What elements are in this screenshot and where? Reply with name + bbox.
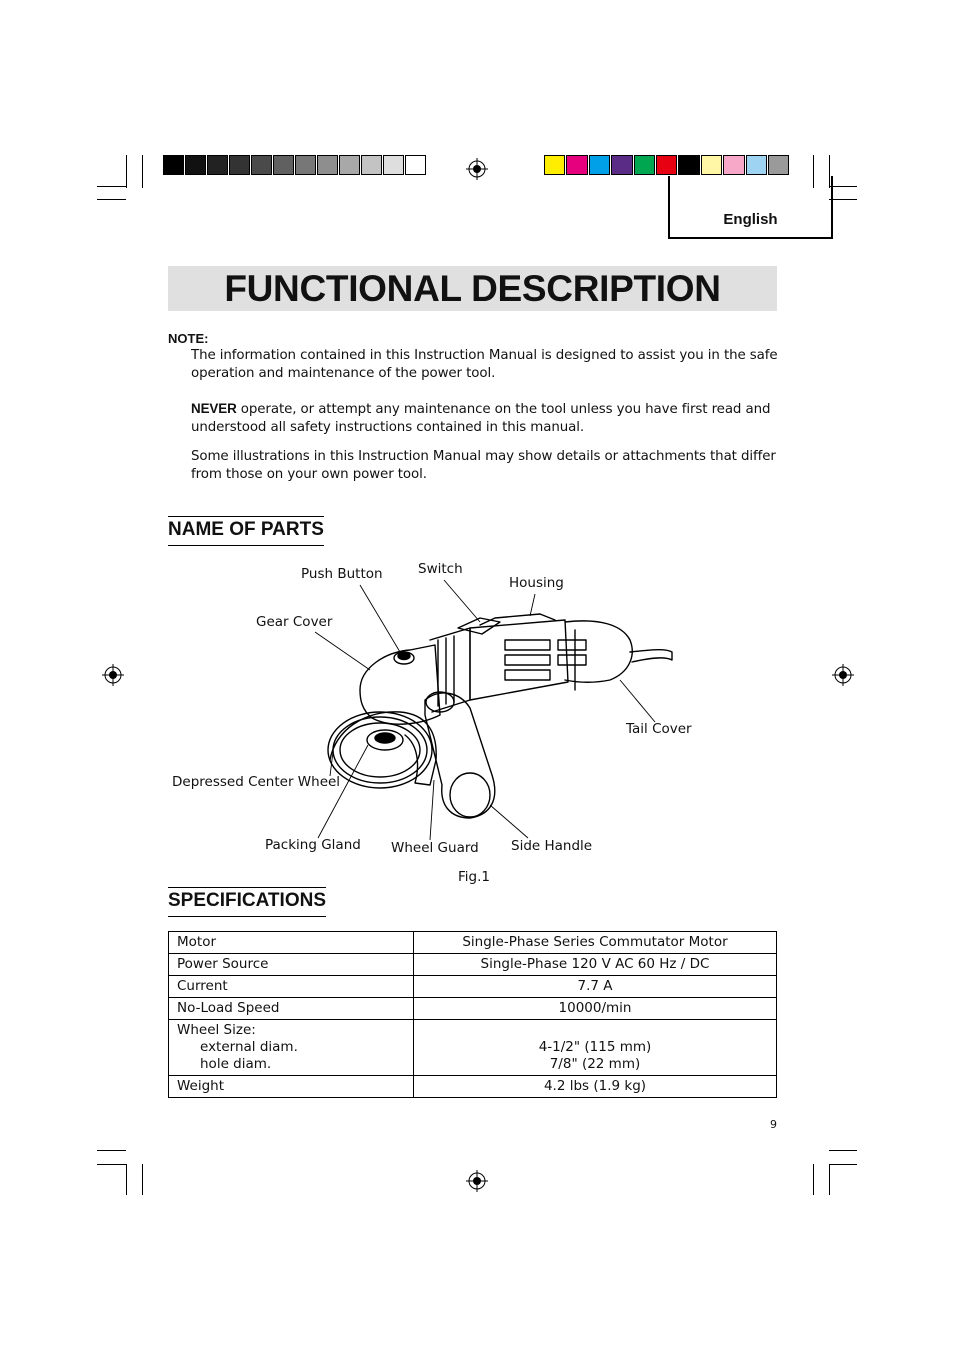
external-diam-label: external diam. [200, 1039, 298, 1055]
spec-value: 4.2 lbs (1.9 kg) [414, 1076, 777, 1098]
color-swatch [544, 155, 565, 175]
table-row [169, 1020, 777, 1076]
never-emphasis: NEVER [191, 401, 237, 416]
note-paragraph-2 [191, 400, 781, 437]
page-title-band [168, 266, 777, 311]
table-row [169, 1076, 777, 1098]
spec-label: No-Load Speed [169, 998, 414, 1020]
color-swatch [251, 155, 272, 175]
hole-diam-label: hole diam. [200, 1056, 272, 1072]
label-wheel-guard: Wheel Guard [391, 840, 479, 856]
color-swatch [589, 155, 610, 175]
color-swatch [339, 155, 360, 175]
color-swatch [185, 155, 206, 175]
registration-mark-right [832, 664, 854, 686]
color-swatch [746, 155, 767, 175]
table-row [169, 998, 777, 1020]
registration-mark-bottom [466, 1170, 488, 1192]
color-swatch [295, 155, 316, 175]
figure-caption: Fig.1 [458, 869, 490, 885]
name-of-parts-heading: NAME OF PARTS [168, 516, 324, 546]
page-number: 9 [770, 1118, 777, 1131]
spec-value-wheel-size [414, 1020, 777, 1076]
color-swatch [656, 155, 677, 175]
color-swatch [317, 155, 338, 175]
note-paragraph-3: Some illustrations in this Instruction Manual may show details or attachments that differ from those on your own power tool. [191, 449, 776, 482]
table-row [169, 954, 777, 976]
label-depressed-center-wheel: Depressed Center Wheel [172, 774, 341, 790]
registration-mark-left [102, 664, 124, 686]
label-push-button: Push Button [301, 566, 383, 582]
registration-mark-top [466, 158, 488, 180]
spec-label: Weight [169, 1076, 414, 1098]
note-label: NOTE: [168, 331, 209, 346]
table-row [169, 976, 777, 998]
hole-diam-value: 7/8" (22 mm) [549, 1056, 641, 1072]
table-row [169, 932, 777, 954]
label-packing-gland: Packing Gland [265, 837, 361, 853]
color-swatch [768, 155, 789, 175]
color-swatch [611, 155, 632, 175]
label-tail-cover: Tail Cover [626, 721, 692, 737]
color-swatch [383, 155, 404, 175]
spec-value: 7.7 A [414, 976, 777, 998]
external-diam-value: 4-1/2" (115 mm) [538, 1039, 652, 1055]
spec-value: 10000/min [414, 998, 777, 1020]
color-swatch [361, 155, 382, 175]
language-tab [668, 176, 833, 239]
note-paragraph-2-text: operate, or attempt any maintenance on the tool unless you have first read and understood all safety instructions contained in this manual. [191, 402, 771, 435]
spec-label: Power Source [169, 954, 414, 976]
specifications-heading: SPECIFICATIONS [168, 887, 326, 917]
label-housing: Housing [509, 575, 564, 591]
spec-label: Motor [169, 932, 414, 954]
label-switch: Switch [418, 561, 463, 577]
page-title: FUNCTIONAL DESCRIPTION [224, 268, 721, 309]
color-swatch [678, 155, 699, 175]
spec-label-wheel-size [169, 1020, 414, 1076]
color-swatch [163, 155, 184, 175]
color-swatch [701, 155, 722, 175]
language-label: English [723, 211, 778, 228]
color-swatch [405, 155, 426, 175]
color-swatch [723, 155, 744, 175]
color-swatch [273, 155, 294, 175]
spec-label: Current [169, 976, 414, 998]
color-swatch [566, 155, 587, 175]
color-swatch [207, 155, 228, 175]
color-swatch [634, 155, 655, 175]
note-paragraph-1: The information contained in this Instruction Manual is designed to assist you in the safe operation and maintenance of the power tool. [191, 348, 778, 381]
color-swatch [229, 155, 250, 175]
wheel-size-label: Wheel Size: [177, 1022, 256, 1038]
spec-value: Single-Phase 120 V AC 60 Hz / DC [414, 954, 777, 976]
specifications-table [168, 931, 777, 1098]
label-side-handle: Side Handle [511, 838, 593, 854]
label-gear-cover: Gear Cover [256, 614, 333, 630]
spec-value: Single-Phase Series Commutator Motor [414, 932, 777, 954]
